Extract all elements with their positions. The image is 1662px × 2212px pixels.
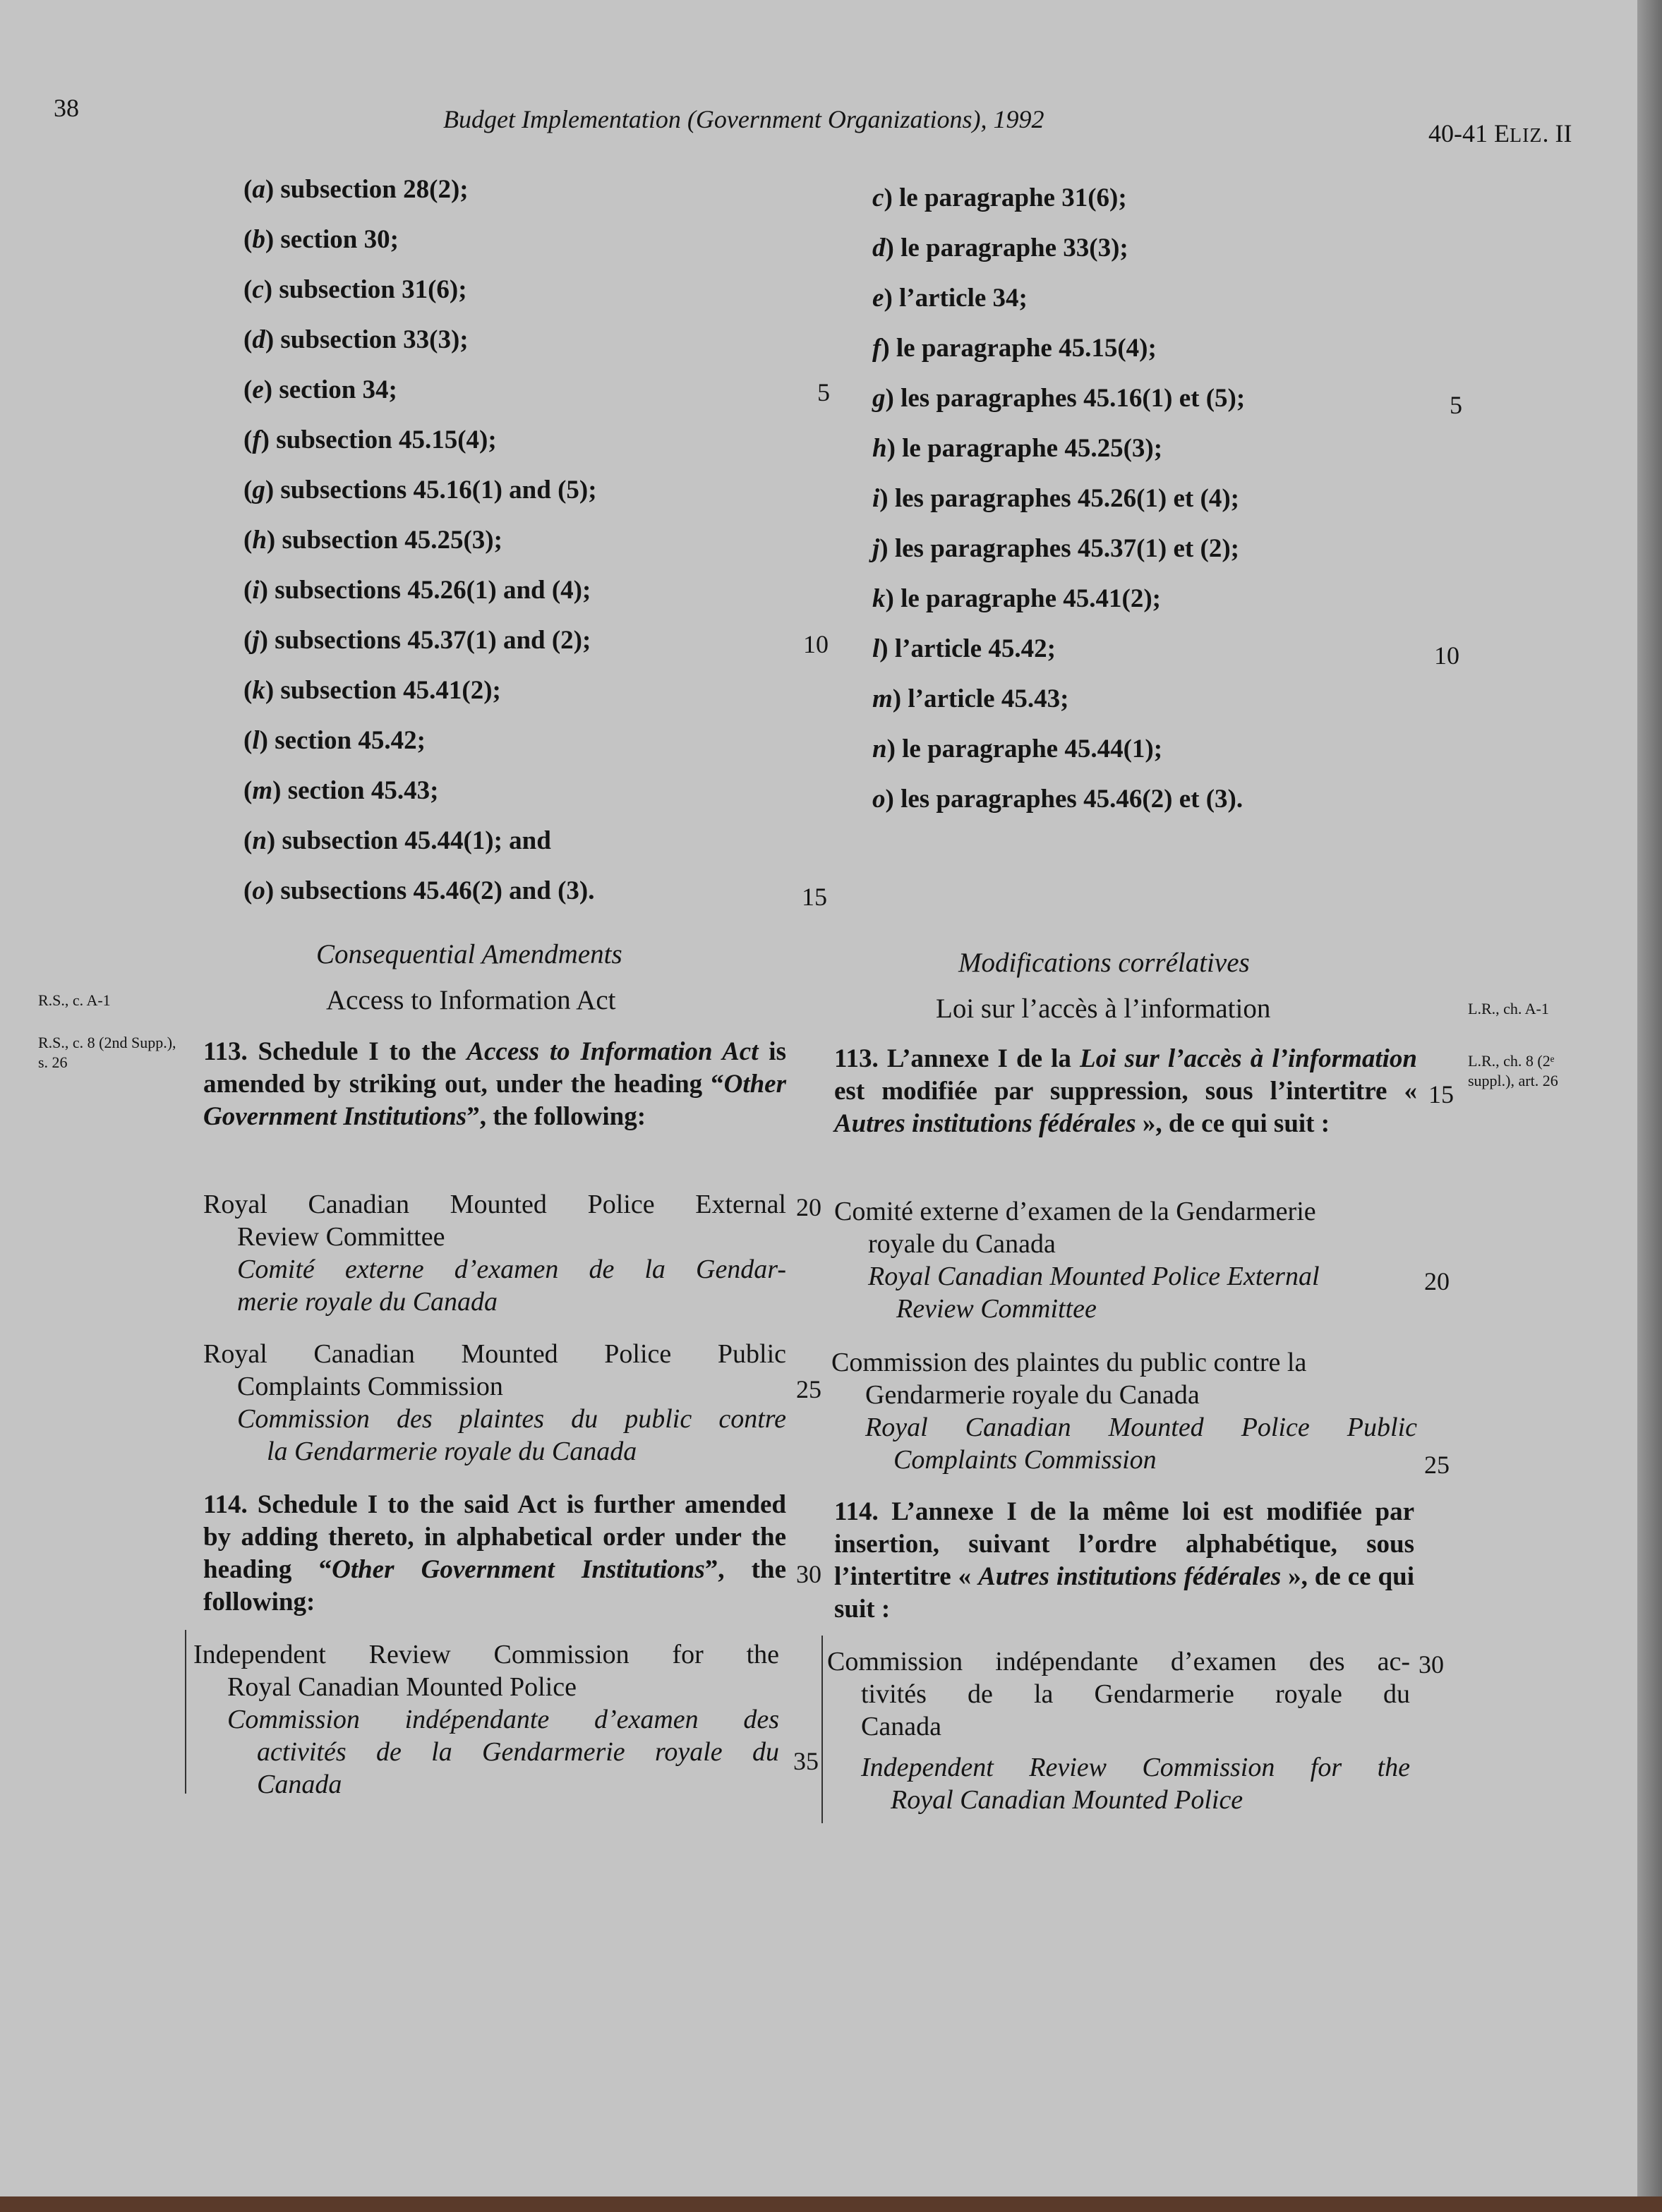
en-entry-rcmp-public-complaints: Royal Canadian Mounted Police Public Complaints Commission Commission des plaintes du public contre la Gendarmerie royale du Canada bbox=[203, 1339, 786, 1466]
regnal-smallcaps: LIZ bbox=[1509, 125, 1543, 147]
act-title: Loi sur l’accès à l’information bbox=[1079, 1044, 1417, 1073]
list-item: (g) subsections 45.16(1) and (5); bbox=[243, 476, 597, 504]
list-item: (l) section 45.42; bbox=[243, 726, 426, 755]
fr-heading-act: Loi sur l’accès à l’information bbox=[936, 993, 1271, 1024]
line-number: 5 bbox=[1450, 391, 1462, 419]
line-number: 5 bbox=[817, 378, 830, 406]
list-item: (f) subsection 45.15(4); bbox=[243, 425, 497, 454]
list-item: e) l’article 34; bbox=[872, 284, 1028, 313]
fr-section-114: 114. L’annexe I de la même loi est modifiée par insertion, suivant l’ordre alphabétique, sous l’intertitre « Autres institutions fédérales », de ce qui suit : bbox=[834, 1497, 1414, 1624]
line-number: 15 bbox=[802, 883, 827, 911]
section-number: 114. bbox=[834, 1497, 879, 1526]
list-item: (k) subsection 45.41(2); bbox=[243, 676, 501, 705]
regnal-year bbox=[1428, 119, 1572, 148]
line-number: 35 bbox=[793, 1747, 819, 1775]
line-number: 10 bbox=[1434, 641, 1459, 670]
margin-note: L.R., ch. A-1 bbox=[1468, 1000, 1549, 1017]
en-section-114: 114. Schedule I to the said Act is further amended by adding thereto, in alphabetical order under the heading “Other Government Institutions”, the following: bbox=[203, 1490, 786, 1616]
fr-entry-commission-independante: Commission indépendante d’examen des ac- tivités de la Gendarmerie royale du Canada Independent Review Commission for the Royal Canadian Mounted Police bbox=[827, 1647, 1410, 1815]
list-item: (m) section 45.43; bbox=[243, 776, 439, 805]
list-item: (h) subsection 45.25(3); bbox=[243, 526, 502, 555]
section-number: 113. bbox=[834, 1044, 879, 1073]
list-item: f) le paragraphe 45.15(4); bbox=[872, 334, 1157, 363]
insertion-bar bbox=[185, 1630, 186, 1794]
fr-entry-comite-externe: Comité externe d’examen de la Gendarmerie royale du Canada Royal Canadian Mounted Police External Review Committee bbox=[834, 1197, 1320, 1324]
en-section-113: 113. Schedule I to the Access to Information Act is amended by striking out, under the heading “Other Government Institutions”, the following: bbox=[203, 1037, 786, 1131]
list-item: i) les paragraphes 45.26(1) et (4); bbox=[872, 484, 1239, 513]
list-item: m) l’article 45.43; bbox=[872, 684, 1069, 713]
section-number: 114. bbox=[203, 1490, 248, 1519]
line-number: 15 bbox=[1428, 1080, 1454, 1108]
regnal-prefix: 40-41 E bbox=[1428, 119, 1510, 147]
page-number: 38 bbox=[54, 94, 79, 122]
running-title: Budget Implementation (Government Organizations), 1992 bbox=[443, 105, 1044, 133]
line-number: 25 bbox=[1424, 1451, 1450, 1479]
list-item: (n) subsection 45.44(1); and bbox=[243, 826, 551, 855]
list-item: (b) section 30; bbox=[243, 225, 399, 254]
fr-entry-commission-plaintes: Commission des plaintes du public contre la Gendarmerie royale du Canada Royal Canadian Mounted Police Public Complaints Commission bbox=[831, 1348, 1417, 1475]
line-number: 20 bbox=[796, 1193, 821, 1221]
list-item: l) l’article 45.42; bbox=[872, 634, 1056, 663]
list-item: (a) subsection 28(2); bbox=[243, 175, 469, 204]
list-item: n) le paragraphe 45.44(1); bbox=[872, 735, 1163, 763]
margin-note: R.S., c. 8 (2nd Supp.), s. 26 bbox=[38, 1034, 176, 1071]
line-number: 30 bbox=[1419, 1650, 1444, 1679]
act-title: Access to Information Act bbox=[466, 1037, 759, 1066]
list-item: c) le paragraphe 31(6); bbox=[872, 183, 1127, 212]
list-item: (e) section 34; bbox=[243, 375, 397, 404]
en-heading-consequential: Consequential Amendments bbox=[316, 939, 622, 969]
section-number: 113. bbox=[203, 1037, 248, 1066]
en-heading-act: Access to Information Act bbox=[326, 985, 616, 1015]
list-item: (d) subsection 33(3); bbox=[243, 325, 469, 354]
list-item: (j) subsections 45.37(1) and (2); bbox=[243, 626, 591, 655]
list-item: h) le paragraphe 45.25(3); bbox=[872, 434, 1163, 463]
list-item: (o) subsections 45.46(2) and (3). bbox=[243, 876, 595, 905]
line-number: 30 bbox=[796, 1560, 821, 1588]
fr-section-113: 113. L’annexe I de la Loi sur l’accès à l’information est modifiée par suppression, sous l’intertitre « Autres institutions fédérales », de ce qui suit : bbox=[834, 1044, 1417, 1138]
list-item: j) les paragraphes 45.37(1) et (2); bbox=[872, 534, 1239, 563]
page-edge-shadow bbox=[1637, 0, 1662, 2212]
margin-note: L.R., ch. 8 (2ᵉ suppl.), art. 26 bbox=[1468, 1052, 1558, 1089]
list-item: g) les paragraphes 45.16(1) et (5); bbox=[872, 384, 1246, 413]
regnal-suffix: . II bbox=[1542, 119, 1572, 147]
en-entry-independent-review: Independent Review Commission for the Royal Canadian Mounted Police Commission indépendante d’examen des activités de la Gendarmerie royale du Canada bbox=[193, 1640, 779, 1799]
list-item: (i) subsections 45.26(1) and (4); bbox=[243, 576, 591, 605]
list-item: o) les paragraphes 45.46(2) et (3). bbox=[872, 785, 1244, 814]
fr-heading-consequential: Modifications corrélatives bbox=[958, 948, 1250, 978]
margin-note: R.S., c. A-1 bbox=[38, 991, 111, 1009]
list-item: d) le paragraphe 33(3); bbox=[872, 234, 1128, 262]
line-number: 10 bbox=[803, 630, 829, 658]
line-number: 25 bbox=[796, 1375, 821, 1403]
list-item: k) le paragraphe 45.41(2); bbox=[872, 584, 1161, 613]
line-number: 20 bbox=[1424, 1267, 1450, 1295]
en-entry-rcmp-external-review: Royal Canadian Mounted Police External Review Committee Comité externe d’examen de la Gendar- merie royale du Canada bbox=[203, 1190, 786, 1317]
list-item: (c) subsection 31(6); bbox=[243, 275, 467, 304]
scanner-bottom-band bbox=[0, 2196, 1662, 2212]
insertion-bar bbox=[821, 1636, 823, 1823]
